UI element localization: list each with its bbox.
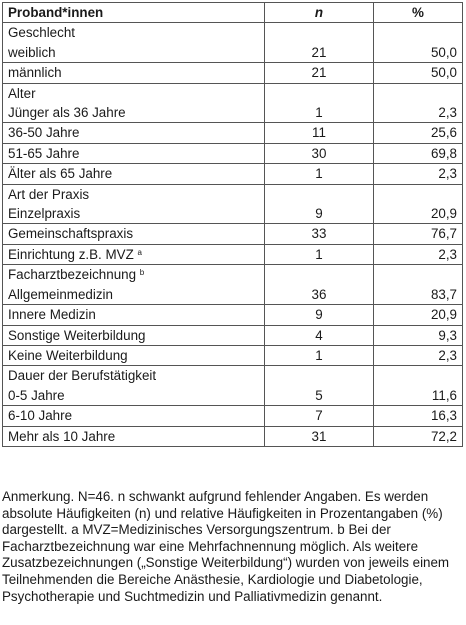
empty-cell <box>265 265 374 285</box>
row-n: 33 <box>265 224 374 244</box>
row-percent: 2,3 <box>374 345 463 365</box>
row-label-text: Jünger als 36 Jahre <box>8 105 126 121</box>
row-label <box>3 123 265 143</box>
group-title-text: Dauer der Berufstätigkeit <box>8 368 157 384</box>
row-percent: 50,0 <box>374 43 463 63</box>
row-label-text: weiblich <box>8 44 56 60</box>
row-label <box>3 103 265 123</box>
table-row <box>3 103 463 123</box>
table-row <box>3 224 463 244</box>
header-n: n <box>265 3 374 23</box>
table-row <box>3 43 463 63</box>
group-title-row <box>3 83 463 103</box>
row-label <box>3 285 265 305</box>
row-n: 9 <box>265 204 374 224</box>
table-row <box>3 426 463 446</box>
row-label-text: Einrichtung z.B. MVZ <box>8 246 134 262</box>
group-title <box>3 184 265 204</box>
empty-cell <box>374 366 463 386</box>
row-percent: 50,0 <box>374 63 463 83</box>
table-row <box>3 406 463 426</box>
row-label <box>3 43 265 63</box>
group-title-row <box>3 265 463 285</box>
row-label-text: Allgemeinmedizin <box>8 286 113 302</box>
empty-cell <box>374 265 463 285</box>
header-proband: Proband*innen <box>3 3 265 23</box>
footnote-marker: a <box>137 247 142 257</box>
row-n: 1 <box>265 345 374 365</box>
row-label-text: Einzelpraxis <box>8 206 81 222</box>
group-title-text: Art der Praxis <box>8 186 90 202</box>
row-label-text: Älter als 65 Jahre <box>8 166 113 182</box>
row-n: 11 <box>265 123 374 143</box>
row-label-text: 6-10 Jahre <box>8 408 73 424</box>
row-label-text: Keine Weiterbildung <box>8 347 128 363</box>
proband-table <box>2 2 463 447</box>
row-percent: 72,2 <box>374 426 463 446</box>
row-percent: 76,7 <box>374 224 463 244</box>
table-row <box>3 386 463 406</box>
empty-cell <box>265 184 374 204</box>
row-percent: 9,3 <box>374 325 463 345</box>
empty-cell <box>374 83 463 103</box>
row-label-text: Mehr als 10 Jahre <box>8 428 116 444</box>
row-label-text: Gemeinschaftspraxis <box>8 226 134 242</box>
row-n: 31 <box>265 426 374 446</box>
row-label <box>3 426 265 446</box>
row-label-text: 0-5 Jahre <box>8 387 65 403</box>
row-label <box>3 305 265 325</box>
row-label-text: 36-50 Jahre <box>8 125 80 141</box>
table-row <box>3 285 463 305</box>
header-percent: % <box>374 3 463 23</box>
row-n: 1 <box>265 244 374 264</box>
group-title-row <box>3 366 463 386</box>
row-percent: 2,3 <box>374 103 463 123</box>
table-row <box>3 63 463 83</box>
row-percent: 25,6 <box>374 123 463 143</box>
table-row <box>3 345 463 365</box>
row-percent: 20,9 <box>374 305 463 325</box>
row-n: 21 <box>265 43 374 63</box>
group-title-row <box>3 23 463 43</box>
group-title <box>3 366 265 386</box>
table-row <box>3 164 463 184</box>
row-n: 36 <box>265 285 374 305</box>
row-label <box>3 345 265 365</box>
row-percent: 11,6 <box>374 386 463 406</box>
group-title-text: Alter <box>8 85 36 101</box>
row-label <box>3 204 265 224</box>
row-label-text: männlich <box>8 65 62 81</box>
empty-cell <box>374 184 463 204</box>
row-label <box>3 143 265 163</box>
empty-cell <box>265 23 374 43</box>
group-title-row <box>3 184 463 204</box>
group-title <box>3 265 265 285</box>
group-title <box>3 23 265 43</box>
row-percent: 16,3 <box>374 406 463 426</box>
row-label <box>3 244 265 264</box>
row-label <box>3 406 265 426</box>
table-row <box>3 325 463 345</box>
row-percent: 69,8 <box>374 143 463 163</box>
row-label-text: Innere Medizin <box>8 307 96 323</box>
empty-cell <box>265 83 374 103</box>
row-n: 30 <box>265 143 374 163</box>
table-body <box>3 23 463 447</box>
table-row <box>3 244 463 264</box>
row-percent: 20,9 <box>374 204 463 224</box>
row-n: 21 <box>265 63 374 83</box>
row-label <box>3 164 265 184</box>
row-n: 1 <box>265 103 374 123</box>
row-label-text: 51-65 Jahre <box>8 145 80 161</box>
row-n: 1 <box>265 164 374 184</box>
row-n: 4 <box>265 325 374 345</box>
group-title <box>3 83 265 103</box>
row-percent: 2,3 <box>374 244 463 264</box>
group-title-text: Geschlecht <box>8 25 75 41</box>
row-n: 7 <box>265 406 374 426</box>
empty-cell <box>265 366 374 386</box>
table-row <box>3 143 463 163</box>
row-label <box>3 325 265 345</box>
table-row <box>3 204 463 224</box>
table-header-row <box>3 3 463 23</box>
row-label-text: Sonstige Weiterbildung <box>8 327 146 343</box>
row-percent: 2,3 <box>374 164 463 184</box>
table-row <box>3 123 463 143</box>
row-label <box>3 63 265 83</box>
row-n: 9 <box>265 305 374 325</box>
footnote-marker: b <box>139 268 145 278</box>
table-row <box>3 305 463 325</box>
row-percent: 83,7 <box>374 285 463 305</box>
group-title-text: Facharztbezeichnung <box>8 267 137 283</box>
table-note: Anmerkung. N=46. n schwankt aufgrund fehlender Angaben. Es werden absolute Häufigkeiten (n) und relative Häufigkeiten in Prozentangaben (%) dargestellt. a MVZ=Medizinisches Versorgungszentrum. b Bei der Facharztbezeichnung war eine Mehrfachnennung möglich. Als weitere Zusatzbezeichnungen („Sonstige Weiterbildung“) wurden von jeweils einem Teilnehmenden die Bereiche Anästhesie, Kardiologie und Diabetologie, Psychotherapie und Suchtmedizin und Palliativmedizin genannt. <box>2 489 450 604</box>
row-n: 5 <box>265 386 374 406</box>
empty-cell <box>374 23 463 43</box>
row-label <box>3 224 265 244</box>
row-label <box>3 386 265 406</box>
